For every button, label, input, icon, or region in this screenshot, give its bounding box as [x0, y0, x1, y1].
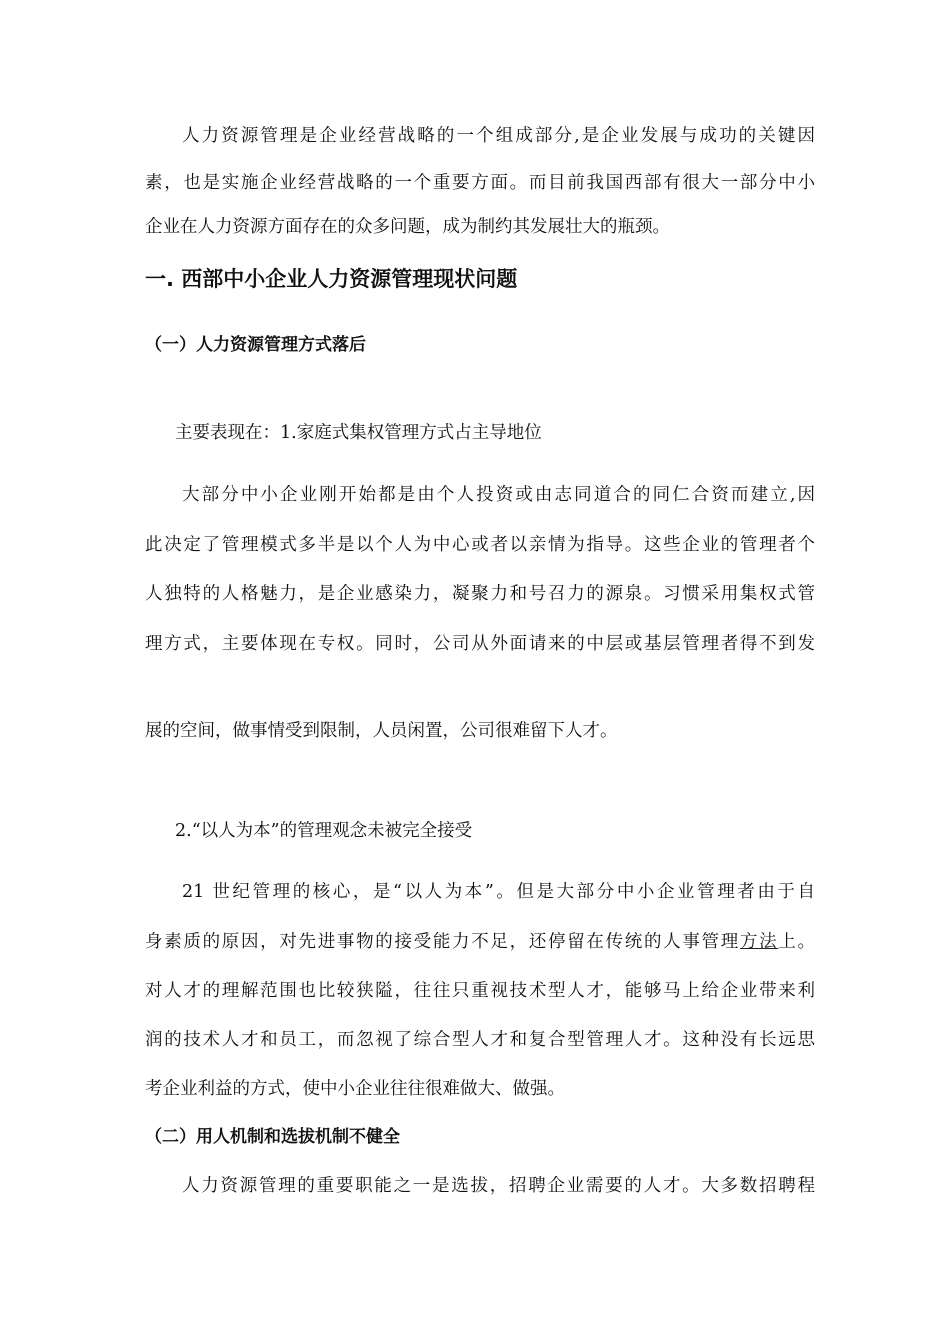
method-link[interactable]: 方法 [739, 932, 779, 952]
point1-line-5: 展的空间，做事情受到限制，人员闲置，公司很难留下人才。 [145, 721, 618, 741]
point2-heading: 2.“以人为本”的管理观念未被完全接受 [175, 821, 473, 841]
intro-line-3: 企业在人力资源方面存在的众多问题，成为制约其发展壮大的瓶颈。 [145, 217, 670, 237]
point2-line-2-b: 上。 [778, 932, 816, 952]
point2-line-1: 21 世纪管理的核心，是“以人为本”。但是大部分中小企业管理者由于自 [182, 882, 815, 902]
point2-line-2-a: 身素质的原因，对先进事物的接受能力不足，还停留在传统的人事管理 [145, 932, 740, 952]
point2-line-3: 对人才的理解范围也比较狭隘，往往只重视技术型人才，能够马上给企业带来利 [145, 981, 815, 1001]
point1-line-4: 理方式，主要体现在专权。同时，公司从外面请来的中层或基层管理者得不到发 [145, 634, 815, 654]
intro-line-1: 人力资源管理是企业经营战略的一个组成部分,是企业发展与成功的关键因 [182, 126, 815, 146]
point2-line-5: 考企业利益的方式，使中小企业往往很难做大、做强。 [145, 1079, 565, 1099]
point1-line-3: 人独特的人格魅力，是企业感染力，凝聚力和号召力的源泉。习惯采用集权式管 [145, 584, 815, 604]
subsection-heading-2: （二）用人机制和选拔机制不健全 [145, 1127, 400, 1147]
point1-heading: 主要表现在：1.家庭式集权管理方式占主导地位 [175, 423, 542, 443]
point1-line-2: 此决定了管理模式多半是以个人为中心或者以亲情为指导。这些企业的管理者个 [145, 535, 815, 555]
intro-line-2: 素，也是实施企业经营战略的一个重要方面。而目前我国西部有很大一部分中小 [145, 173, 815, 193]
subsection-heading-1: （一）人力资源管理方式落后 [145, 335, 366, 355]
section-heading-1: 一. 西部中小企业人力资源管理现状问题 [145, 267, 518, 291]
point1-line-1: 大部分中小企业刚开始都是由个人投资或由志同道合的同仁合资而建立,因 [182, 485, 815, 505]
point2-line-2 [145, 929, 815, 955]
point3-line-1: 人力资源管理的重要职能之一是选拔，招聘企业需要的人才。大多数招聘程 [182, 1176, 815, 1196]
point2-line-4: 润的技术人才和员工，而忽视了综合型人才和复合型管理人才。这种没有长远思 [145, 1030, 815, 1050]
